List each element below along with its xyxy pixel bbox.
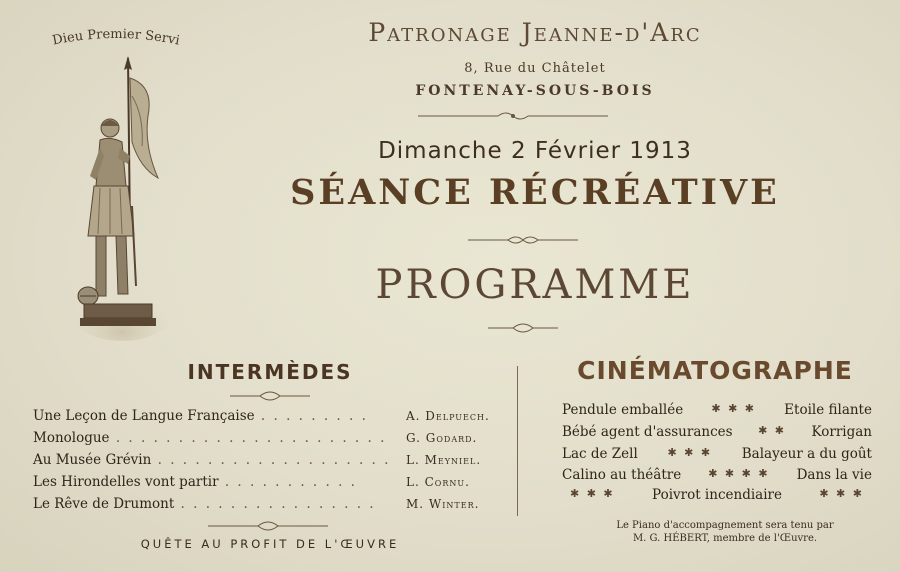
film-title: Balayeur a du goût <box>741 446 872 462</box>
intermede-item <box>33 474 403 496</box>
event-date: Dimanche 2 Février 1913 <box>378 138 692 164</box>
film-row <box>562 487 872 503</box>
star-separator-icon: ✱ ✱ ✱ <box>667 446 713 459</box>
intermede-item <box>33 430 403 452</box>
intermedes-heading: INTERMÈDES <box>187 360 353 384</box>
dot-leader: . . . . . . . . . . . . . . . . <box>174 496 376 512</box>
svg-text:Dieu Premier Servi <box>51 27 181 49</box>
ornament-divider <box>468 234 578 246</box>
programme-heading: PROGRAMME <box>375 262 695 308</box>
film-title: Etoile filante <box>784 402 872 418</box>
star-separator-icon: ✱ ✱ ✱ <box>711 402 757 415</box>
star-separator-icon: ✱ ✱ ✱ <box>570 487 615 500</box>
film-row <box>562 424 872 440</box>
intermede-title: Une Leçon de Langue Française <box>33 408 255 424</box>
intermede-item <box>33 408 403 430</box>
collection-note: QUÊTE AU PROFIT DE L'ŒUVRE <box>140 537 400 551</box>
cinematographe-heading: CINÉMATOGRAPHE <box>577 356 853 385</box>
ornament-divider <box>230 390 310 402</box>
film-row <box>562 446 872 462</box>
film-row <box>562 402 872 418</box>
film-title: Poivrot incendiaire <box>652 487 782 503</box>
event-title: SÉANCE RÉCRÉATIVE <box>290 172 780 213</box>
intermede-performer: A. Delpuech. <box>406 409 490 423</box>
piano-note-line2: M. G. HÉBERT, membre de l'Œuvre. <box>632 533 818 544</box>
film-title: Pendule emballée <box>562 402 684 418</box>
film-title: Korrigan <box>811 424 872 440</box>
star-separator-icon: ✱ ✱ ✱ <box>819 487 864 500</box>
ornament-divider <box>488 322 558 334</box>
dot-leader: . . . . . . . . . <box>254 408 368 424</box>
star-separator-icon: ✱ ✱ <box>758 424 787 437</box>
address: 8, Rue du Châtelet <box>464 61 606 76</box>
intermede-title: Monologue <box>33 430 110 446</box>
joan-of-arc-statue-icon <box>70 56 175 346</box>
organization-name: Patronage Jeanne-d'Arc <box>368 18 702 47</box>
intermede-title: Les Hirondelles vont partir <box>33 474 219 490</box>
motto-arc <box>26 26 206 56</box>
film-row <box>562 467 872 483</box>
intermede-title: Au Musée Grévin <box>33 452 152 468</box>
intermede-performer: L. Meyniel. <box>406 453 482 467</box>
dot-leader: . . . . . . . . . . . . . . . . . . . . . . <box>109 430 387 446</box>
intermede-title: Le Rêve de Drumont <box>33 496 175 512</box>
column-divider <box>517 366 518 516</box>
film-title: Dans la vie <box>796 467 872 483</box>
city: FONTENAY-SOUS-BOIS <box>415 83 655 99</box>
intermede-performer: M. Winter. <box>406 497 480 511</box>
film-title: Lac de Zell <box>562 446 638 462</box>
film-title: Bébé agent d'assurances <box>562 424 733 440</box>
ornament-divider <box>208 520 328 532</box>
dot-leader: . . . . . . . . . . . . . . . . . . . <box>151 452 391 468</box>
intermede-performer: G. Godard. <box>406 431 478 445</box>
intermede-item <box>33 496 403 518</box>
intermede-item <box>33 452 403 474</box>
film-title: Calino au théâtre <box>562 467 682 483</box>
motto-text: Dieu Premier Servi <box>51 26 181 49</box>
dot-leader: . . . . . . . . . . . <box>218 474 357 490</box>
piano-note-line1: Le Piano d'accompagnement sera tenu par <box>616 520 834 531</box>
star-separator-icon: ✱ ✱ ✱ ✱ <box>708 467 770 480</box>
ornament-divider <box>418 110 608 122</box>
intermede-performer: L. Cornu. <box>406 475 470 489</box>
